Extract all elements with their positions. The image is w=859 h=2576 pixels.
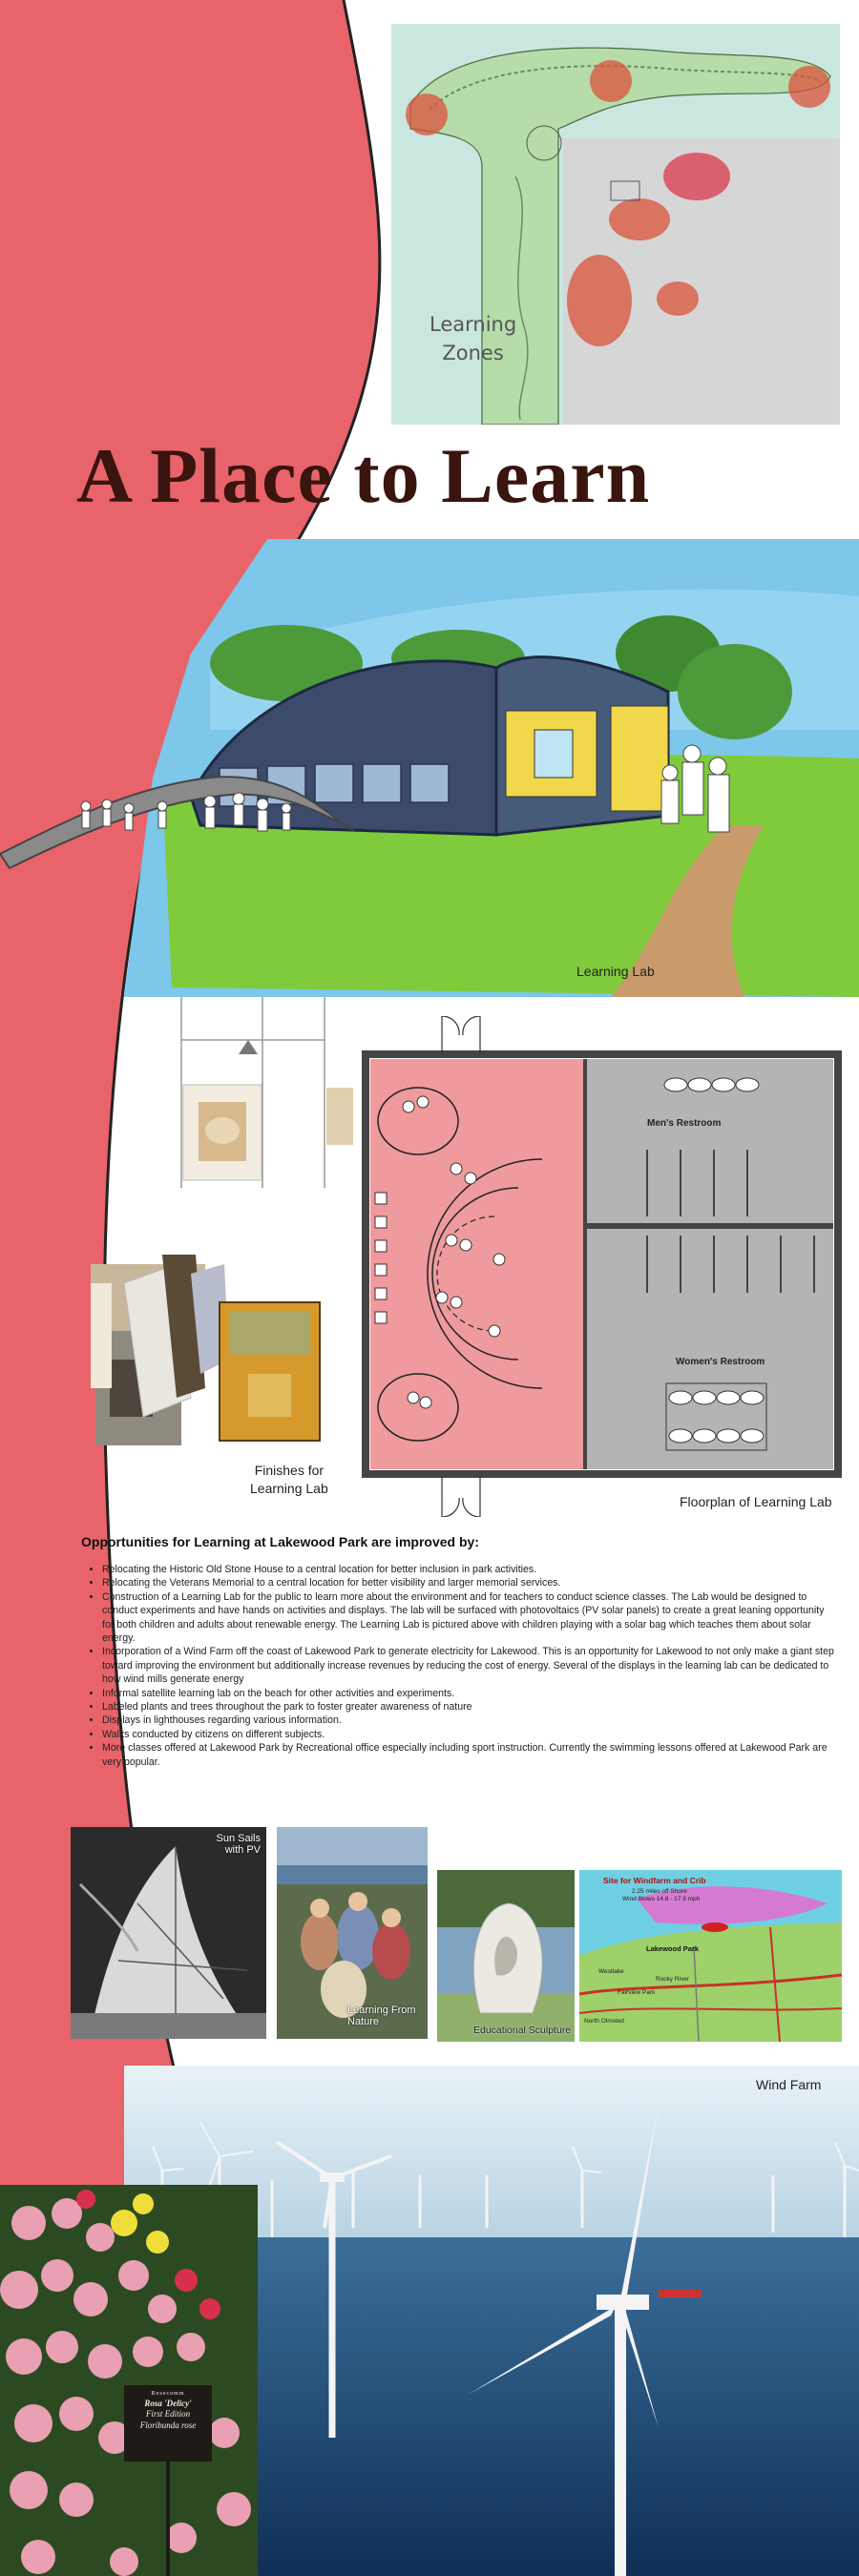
womens-restroom-label: Women's Restroom (676, 1357, 765, 1367)
learning-nature-caption (347, 2005, 416, 2027)
map-subtitle-wind: Wind Blows 14.8 - 17.9 mph (622, 1896, 701, 1902)
opportunity-item: • Walks conducted by citizens on different subjects. (102, 1728, 835, 1741)
learning-zones-label (430, 310, 516, 368)
learning-lab-caption: Learning Lab (576, 964, 655, 979)
opportunities-list (81, 1563, 835, 1769)
opportunities-heading: Opportunities for Learning at Lakewood Park are improved by: (81, 1534, 479, 1549)
rose-plant-label-sign (124, 2385, 212, 2462)
floorplan-caption: Floorplan of Learning Lab (680, 1494, 832, 1509)
map-lakewood-park-label: Lakewood Park (646, 1944, 700, 1953)
map-place-label: North Olmsted (584, 2018, 624, 2025)
learning-from-nature-photo (277, 1827, 428, 2039)
educational-sculpture-photo (437, 1870, 575, 2042)
learning-nature-caption-line2: Nature (347, 2016, 380, 2027)
opportunity-item: • Labeled plants and trees throughout the park to foster greater awareness of nature (102, 1700, 835, 1714)
map-place-label: Westlake (598, 1968, 624, 1975)
map-subtitle-distance: 2.25 miles off Shore (632, 1888, 687, 1895)
map-place-label: Rocky River (656, 1976, 690, 1983)
rose-sign-edition: First Edition (145, 2409, 191, 2420)
learning-lab-rendering (0, 539, 859, 997)
rose-sign-name: Rosa 'Delicy' (144, 2398, 192, 2408)
zones-label-line1: Learning (430, 313, 517, 336)
map-title: Site for Windfarm and Crib (603, 1876, 706, 1885)
opportunity-item: • Construction of a Learning Lab for the public to learn more about the environment and for teachers to conduct science classes. The Lab would be designed to conduct experiments and have hands on activities and displays. The lab will be surfaced with photovoltaics (PV solar panels) to create a great leaning opportunity for both children and adults about renewable energy. The Learning Lab is pictured above with children playing with a solar bag which teaches them about solar energy. (102, 1590, 835, 1646)
zones-label-line2: Zones (442, 342, 504, 365)
sun-sails-caption-line2: with PV (224, 1844, 261, 1856)
rose-sign-header: Rosecomm (151, 2391, 185, 2397)
sculpture-caption: Educational Sculpture (473, 2025, 572, 2036)
opportunity-item: • More classes offered at Lakewood Park by Recreational office especially including sport instruction. Currently the swimming lessons offered at Lakewood Park are very popular. (102, 1741, 835, 1769)
finishes-caption-line2: Learning Lab (250, 1480, 328, 1496)
sun-sails-caption-line1: Sun Sails (216, 1833, 261, 1844)
opportunity-item: • Displays in lighthouses regarding various information. (102, 1714, 835, 1727)
map-place-label: Fairview Park (618, 1989, 656, 1996)
opportunity-item: • Incorporation of a Wind Farm off the coast of Lakewood Park to generate electricity for Lakewood. This is an opportunity for Lakewood to not only make a giant step toward improving the environment but additionally increase revenues by reducing the cost of energy. Several of the displays in the learning lab can be dedicated to how wind mills generate energy (102, 1645, 835, 1686)
opportunities-section (81, 1534, 835, 1769)
opportunity-item: • Relocating the Historic Old Stone House to a central location for better inclusion in park activities. (102, 1563, 835, 1576)
opportunity-item: • Informal satellite learning lab on the beach for other activities and experiments. (102, 1687, 835, 1700)
finishes-caption-line1: Finishes for (254, 1463, 325, 1478)
learning-nature-caption-line1: Learning From (347, 2005, 416, 2016)
page-title: A Place to Learn (76, 432, 651, 519)
learning-lab-floorplan (361, 1016, 843, 1517)
roses-photo (0, 2185, 258, 2576)
finishes-collage (86, 997, 353, 1512)
finishes-caption (250, 1462, 328, 1498)
mens-restroom-label: Men's Restroom (647, 1118, 722, 1129)
opportunity-item: • Relocating the Veterans Memorial to a central location for better visibility and larger memorial services. (102, 1576, 835, 1589)
sun-sails-photo (71, 1827, 266, 2039)
windfarm-site-map (579, 1870, 842, 2042)
rose-sign-type: Floribunda rose (139, 2420, 197, 2431)
wind-farm-caption: Wind Farm (756, 2077, 822, 2092)
sun-sails-caption (217, 1833, 261, 1856)
